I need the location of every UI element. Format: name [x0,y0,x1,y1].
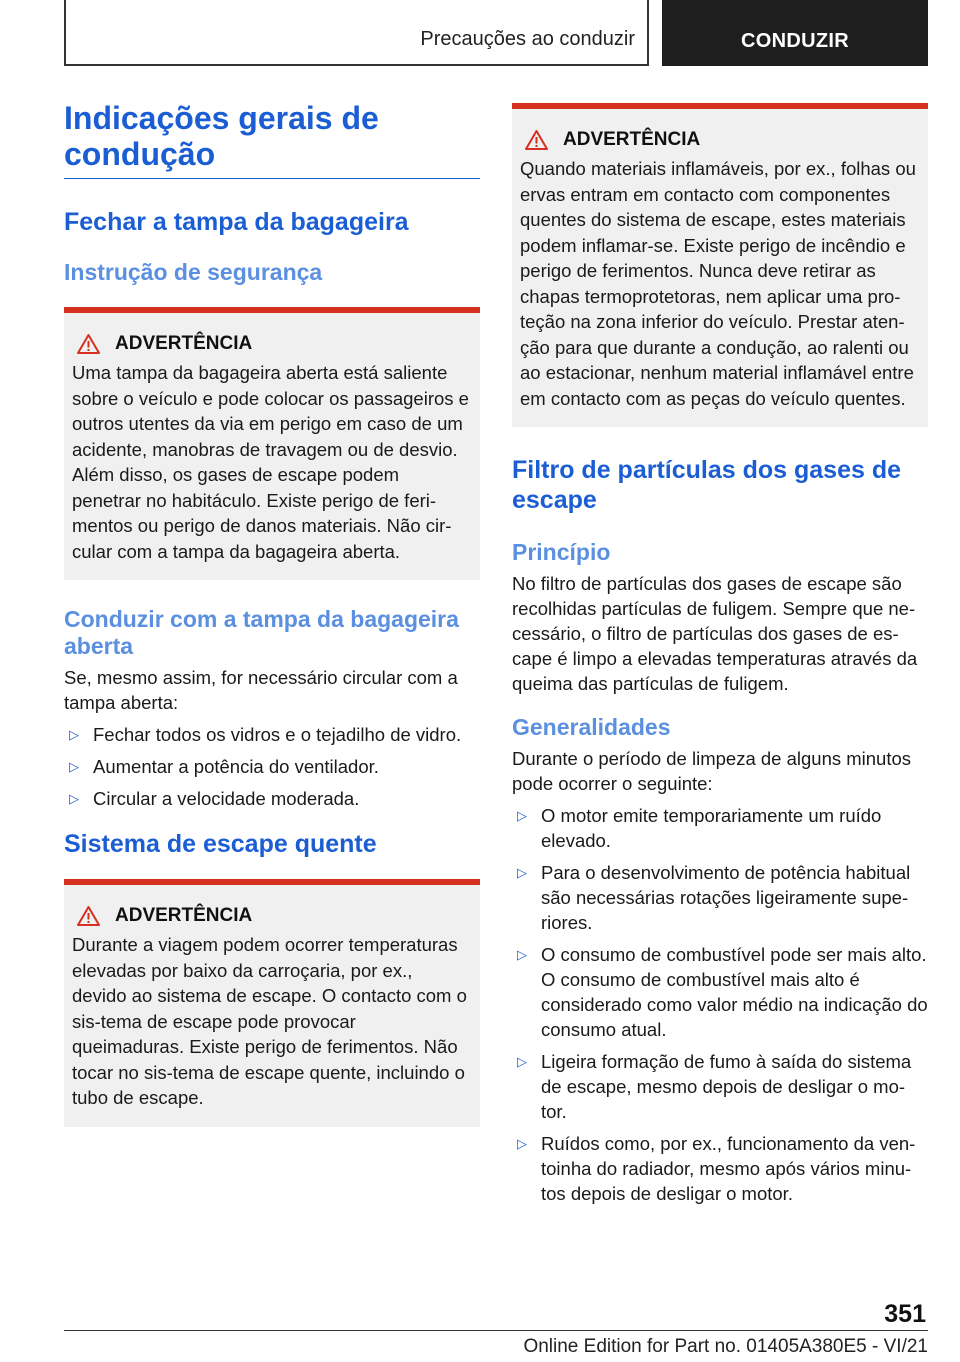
paragraph-conduzir: Se, mesmo assim, for necessário circular com a tampa aberta: [64,667,458,713]
list-item: ▷ Ruídos como, por ex., funcionamento da ven-toinha do radiador, mesmo após vários minu-tos depois de desligar o motor. [512,1131,928,1206]
heading-principio: Princípio [512,539,611,565]
bullet-triangle-icon: ▷ [517,865,527,880]
heading-generalidades: Generalidades [512,714,671,740]
page-header [64,0,928,66]
page-footer [64,1296,928,1362]
list-item: ▷ Fechar todos os vidros e o tejadilho de vidro. [64,722,480,747]
warning-triangle-icon [76,333,101,355]
left-column [64,100,480,1127]
heading-conduzir-tampa-aberta: Conduzir com a tampa da bagageira aberta [64,606,459,659]
section-tab [64,0,649,66]
heading-sistema-escape-quente: Sistema de escape quente [64,830,377,858]
page-title: Indicações gerais de condução [64,100,480,179]
warning-box-escape [64,879,480,1127]
footer-rule [64,1330,928,1331]
bullet-list-generalidades [512,803,928,1206]
heading-fechar-tampa: Fechar a tampa da bagageira [64,208,409,236]
edition-text: Online Edition for Part no. 01405A380E5 - VI/21 [523,1336,928,1357]
warning-text: Quando materiais inflamáveis, por ex., folhas ou ervas entram em contacto com componentes quentes do sistema de escape, estes materiais podem inflamar-se. Existe perigo de incêndio e perigo de ferimentos. Nunca deve retirar as chapas termoprotetoras, nem aplicar uma pro-teção na zona inferior do veículo. Prestar aten-ção para que durante a condução, ao ralenti ou ao estacionar, nenhum material inflamável entre em contacto com as peças do veículo quentes. [520,158,916,409]
section-title: Precauções ao conduzir [420,28,635,50]
bullet-triangle-icon: ▷ [517,947,527,962]
list-item: ▷ O motor emite temporariamente um ruído elevado. [512,803,928,853]
warning-title: ADVERTÊNCIA [72,333,472,355]
list-item: ▷ Aumentar a potência do ventilador. [64,754,480,779]
chapter-tab [662,0,928,66]
list-item: ▷ Para o desenvolvimento de potência habitual são necessárias rotações ligeiramente supe-riores. [512,860,928,935]
warning-title: ADVERTÊNCIA [520,129,920,151]
heading-instrucao-seguranca: Instrução de segurança [64,259,323,285]
bullet-triangle-icon: ▷ [517,1054,527,1069]
warning-triangle-icon [524,129,549,151]
warning-text: Durante a viagem podem ocorrer temperaturas elevadas por baixo da carroçaria, por ex., devido ao sistema de escape. O contacto com o sis-tema de escape pode provocar queimaduras. Existe perigo de ferimentos. Não tocar no sis-tema de escape quente, incluindo o tubo de escape. [72,934,467,1108]
bullet-triangle-icon: ▷ [69,759,79,774]
right-column [512,103,928,1213]
chapter-title: CONDUZIR [741,30,849,52]
warning-text: Uma tampa da bagageira aberta está saliente sobre o veículo e pode colocar os passageiros e outros utentes da via em perigo em caso de um acidente, manobras de travagem ou de desvio. Além disso, os gases de escape podem penetrar no habitáculo. Existe perigo de feri-mentos ou perigo de danos materiais. Não cir-cular com a tampa da bagageira aberta. [72,362,469,562]
list-item: ▷ O consumo de combustível pode ser mais alto. O consumo de combustível mais alto é considerado como valor médio na indicação do consumo atual. [512,942,928,1042]
bullet-list-conduzir [64,722,480,811]
list-item: ▷ Circular a velocidade moderada. [64,786,480,811]
bullet-triangle-icon: ▷ [517,1136,527,1151]
list-item: ▷ Ligeira formação de fumo à saída do sistema de escape, mesmo depois de desligar o mo-tor. [512,1049,928,1124]
heading-filtro-particulas: Filtro de partículas dos gases de escape [512,456,902,514]
paragraph-generalidades: Durante o período de limpeza de alguns minutos pode ocorrer o seguinte: [512,748,912,794]
bullet-triangle-icon: ▷ [69,727,79,742]
page-number: 351 [884,1300,926,1328]
paragraph-principio: No filtro de partículas dos gases de escape são recolhidas partículas de fuligem. Sempre que ne-cessário, o filtro de partículas dos gases de es-cape é limpo a elevadas temperaturas através da queima das partículas de fuligem. [512,573,918,694]
warning-box-tampa [64,307,480,580]
warning-triangle-icon [76,905,101,927]
bullet-triangle-icon: ▷ [517,808,527,823]
bullet-triangle-icon: ▷ [69,791,79,806]
warning-title: ADVERTÊNCIA [72,905,472,927]
warning-box-inflamaveis [512,103,928,427]
